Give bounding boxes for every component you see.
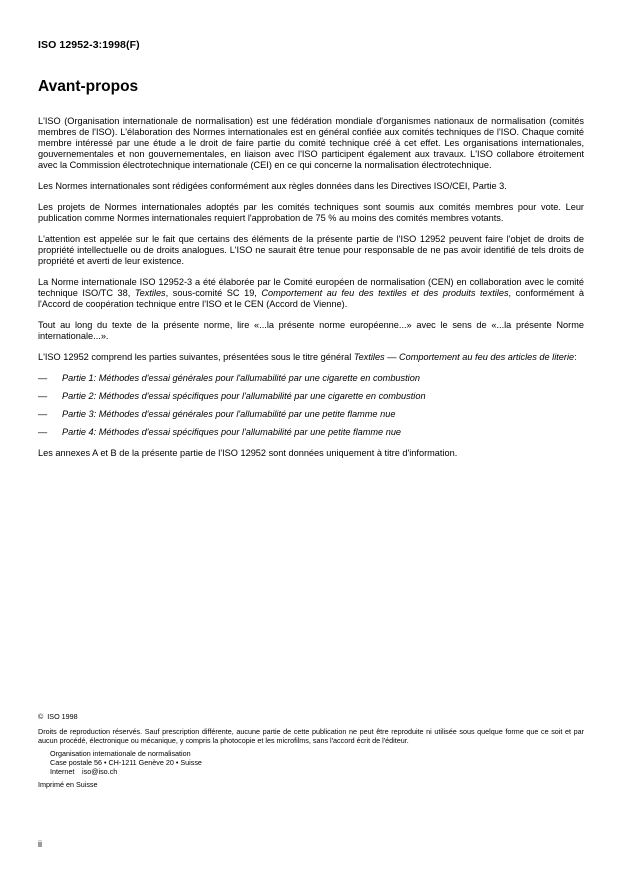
page-number: ii [38,839,42,849]
parts-list [38,373,584,438]
printed-in: Imprimé en Suisse [38,780,98,789]
list-dash: — [38,409,48,419]
paragraph-annexes: Les annexes A et B de la présente partie de l'ISO 12952 sont données uniquement à titre d'information. [38,448,458,458]
paragraph-drafting-rules: Les Normes internationales sont rédigées conformément aux règles données dans les Directives ISO/CEI, Partie 3. [38,181,507,191]
part-1-title: Partie 1: Méthodes d'essai générales pour l'allumabilité par une cigarette en combustion [62,373,420,383]
paragraph-parts-intro-text: L'ISO 12952 comprend les parties suivantes, présentées sous le titre général [38,352,354,362]
paragraph-preparation [38,277,584,310]
paragraph-preparation-text-c: , sous-comité SC 19, [165,288,262,298]
paragraph-parts-intro-colon: : [574,352,577,362]
foreword-body [38,116,584,469]
postal-address: Case postale 56 • CH-1211 Genève 20 • Suisse [50,758,202,767]
internet-line [38,767,584,776]
paragraph-patent-rights: L'attention est appelée sur le fait que certains des éléments de la présente partie de l'ISO 12952 peuvent faire l'objet de droits de propriété intellectuelle ou de droits analogues. L'ISO ne saurait être tenue pour responsable de ne pas avoir identifié de tels droits de propriété et averti de leur existence. [38,234,584,266]
part-2-title: Partie 2: Méthodes d'essai spécifiques pour l'allumabilité par une cigarette en combustion [62,391,426,401]
paragraph-reading-note: Tout au long du texte de la présente norme, lire «...la présente norme européenne...» avec le sens de «...la présente Norme internationale...». [38,320,584,341]
part-4-title: Partie 4: Méthodes d'essai spécifiques pour l'allumabilité par une petite flamme nue [62,427,402,437]
copyright-notice: ISO 1998 [47,712,78,721]
document-id-header: ISO 12952-3:1998(F) [38,39,140,51]
list-dash: — [38,373,48,383]
paragraph-preparation-subcommittee-title: Comportement au feu des textiles et des produits textiles [261,288,509,298]
copyright-symbol: © [38,712,44,721]
contact-email[interactable]: iso@iso.ch [82,767,118,776]
list-dash: — [38,427,48,437]
organisation-name: Organisation internationale de normalisation [50,749,191,758]
paragraph-preparation-text-e: , conformément à l'Accord de coopération technique entre l'ISO et le CEN (Accord de Vienne). [38,288,584,309]
list-item [38,427,584,438]
reproduction-rights: Droits de reproduction réservés. Sauf prescription différente, aucune partie de cette publication ne peut être reproduite ni utilisée sous quelque forme que ce soit et par aucun procédé, électronique ou mécanique, y compris la photocopie et les microfilms, sans l'accord écrit de l'éditeur. [38,727,584,745]
page-title: Avant-propos [38,78,139,95]
list-item [38,373,584,384]
list-item [38,391,584,402]
list-dash: — [38,391,48,401]
paragraph-iso-intro: L'ISO (Organisation internationale de normalisation) est une fédération mondiale d'organismes nationaux de normalisation (comités membres de l'ISO). L'élaboration des Normes internationales est en général confiée aux comités techniques de l'ISO. Chaque comité membre intéressé par une étude a le droit de faire partie du comité technique créé à cet effet. Les organisations internationales, gouvernementales et non gouvernementales, en liaison avec l'ISO participent également aux travaux. L'ISO collabore étroitement avec la Commission électrotechnique internationale (CEI) en ce qui concerne la normalisation électrotechnique. [38,116,584,170]
part-3-title: Partie 3: Méthodes d'essai générales pour l'allumabilité par une petite flamme nue [62,409,396,419]
paragraph-voting: Les projets de Normes internationales adoptés par les comités techniques sont soumis aux comités membres pour vote. Leur publication comme Normes internationales requiert l'approbation de 75 % au moins des comités membres votants. [38,202,584,223]
copyright-block [38,712,584,789]
paragraph-preparation-committee-title: Textiles [134,288,166,298]
general-title: Textiles — Comportement au feu des articles de literie [353,352,575,362]
list-item [38,409,584,420]
internet-label: Internet [50,767,75,776]
paragraph-parts-intro [38,352,584,363]
paragraph-preparation-text-a: La Norme internationale ISO 12952-3 a été élaborée par le Comité européen de normalisation (CEN) en collaboration avec le comité technique ISO/TC 38, [38,277,584,298]
document-page [38,0,584,877]
copyright-line [38,712,584,721]
